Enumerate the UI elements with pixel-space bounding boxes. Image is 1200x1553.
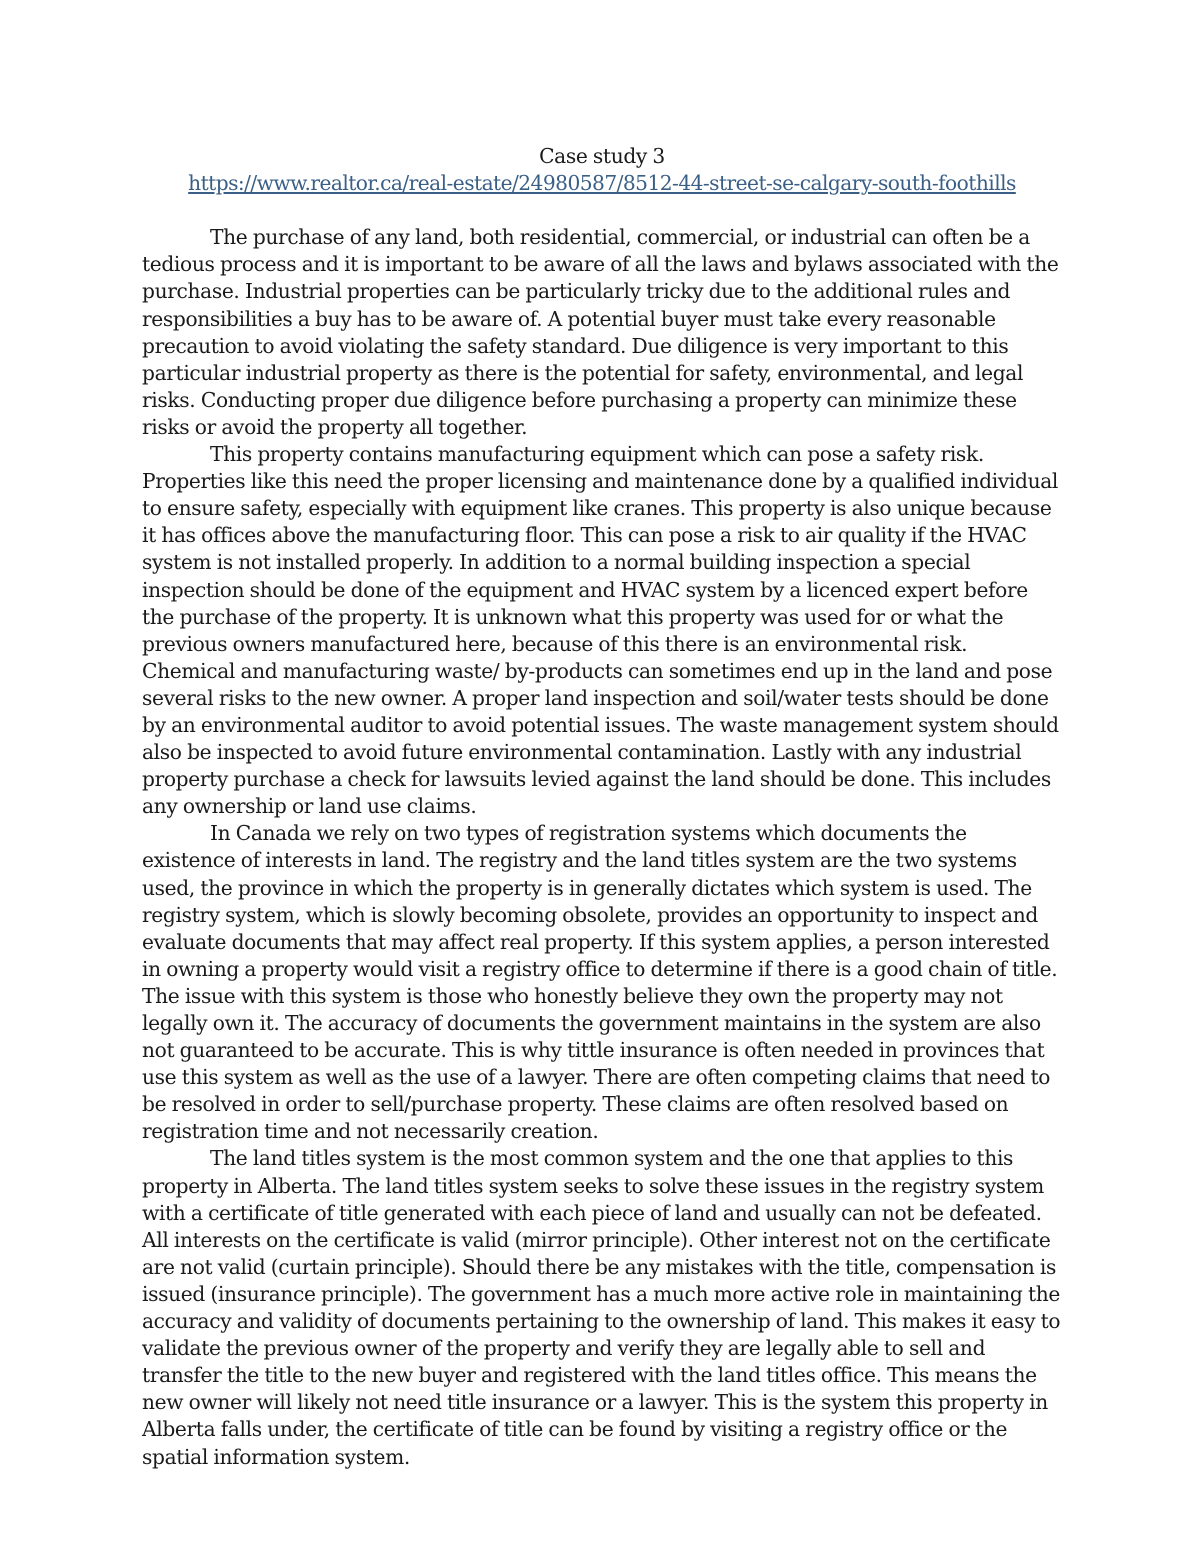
document-body bbox=[142, 143, 1062, 1471]
blank-line bbox=[142, 197, 1062, 224]
paragraph-property-risks: This property contains manufacturing equipment which can pose a safety risk. Properties like this need the proper licensing and maintenance done by a qualified individual to ensure safety, especially with equipment like cranes. This property is also unique because it has offices above the manufacturing floor. This can pose a risk to air quality if the HVAC system is not installed properly. In addition to a normal building inspection a special inspection should be done of the equipment and HVAC system by a licenced expert before the purchase of the property. It is unknown what this property was used for or what the previous owners manufactured here, because of this there is an environmental risk. Chemical and manufacturing waste/ by-products can sometimes end up in the land and pose several risks to the new owner. A proper land inspection and soil/water tests should be done by an environmental auditor to avoid potential issues. The waste management system should also be inspected to avoid future environmental contamination. Lastly with any industrial property purchase a check for lawsuits levied against the land should be done. This includes any ownership or land use claims. bbox=[142, 442, 1059, 819]
paragraph-due-diligence: The purchase of any land, both residential, commercial, or industrial can often be a tedious process and it is important to be aware of all the laws and bylaws associated with the purchase. Industrial properties can be particularly tricky due to the additional rules and responsibilities a buy has to be aware of. A potential buyer must take every reasonable precaution to avoid violating the safety standard. Due diligence is very important to this particular industrial property as there is the potential for safety, environmental, and legal risks. Conducting proper due diligence before purchasing a property can minimize these risks or avoid the property all together. bbox=[142, 225, 1059, 439]
paragraph-land-titles-system: The land titles system is the most common system and the one that applies to this property in Alberta. The land titles system seeks to solve these issues in the registry system with a certificate of title generated with each piece of land and usually can not be defeated. All interests on the certificate is valid (mirror principle). Other interest not on the certificate are not valid (curtain principle). Should there be any mistakes with the title, compensation is issued (insurance principle). The government has a much more active role in maintaining the accuracy and validity of documents pertaining to the ownership of land. This makes it easy to validate the previous owner of the property and verify they are legally able to sell and transfer the title to the new buyer and registered with the land titles office. This means the new owner will likely not need title insurance or a lawyer. This is the system this property in Alberta falls under, the certificate of title can be found by visiting a registry office or the spatial information system. bbox=[142, 1146, 1061, 1469]
paragraph-registry-system: In Canada we rely on two types of registration systems which documents the existence of interests in land. The registry and the land titles system are the two systems used, the province in which the property is in generally dictates which system is used. The registry system, which is slowly becoming obsolete, provides an opportunity to inspect and evaluate documents that may affect real property. If this system applies, a person interested in owning a property would visit a registry office to determine if there is a good chain of title. The issue with this system is those who honestly believe they own the property may not legally own it. The accuracy of documents the government maintains in the system are also not guaranteed to be accurate. This is why tittle insurance is often needed in provinces that use this system as well as the use of a lawyer. There are often competing claims that need to be resolved in order to sell/purchase property. These claims are often resolved based on registration time and not necessarily creation. bbox=[142, 821, 1058, 1144]
listing-link[interactable]: https://www.realtor.ca/real-estate/24980587/8512-44-street-se-calgary-south-foothills bbox=[188, 171, 1016, 196]
document-title: Case study 3 bbox=[539, 144, 665, 168]
